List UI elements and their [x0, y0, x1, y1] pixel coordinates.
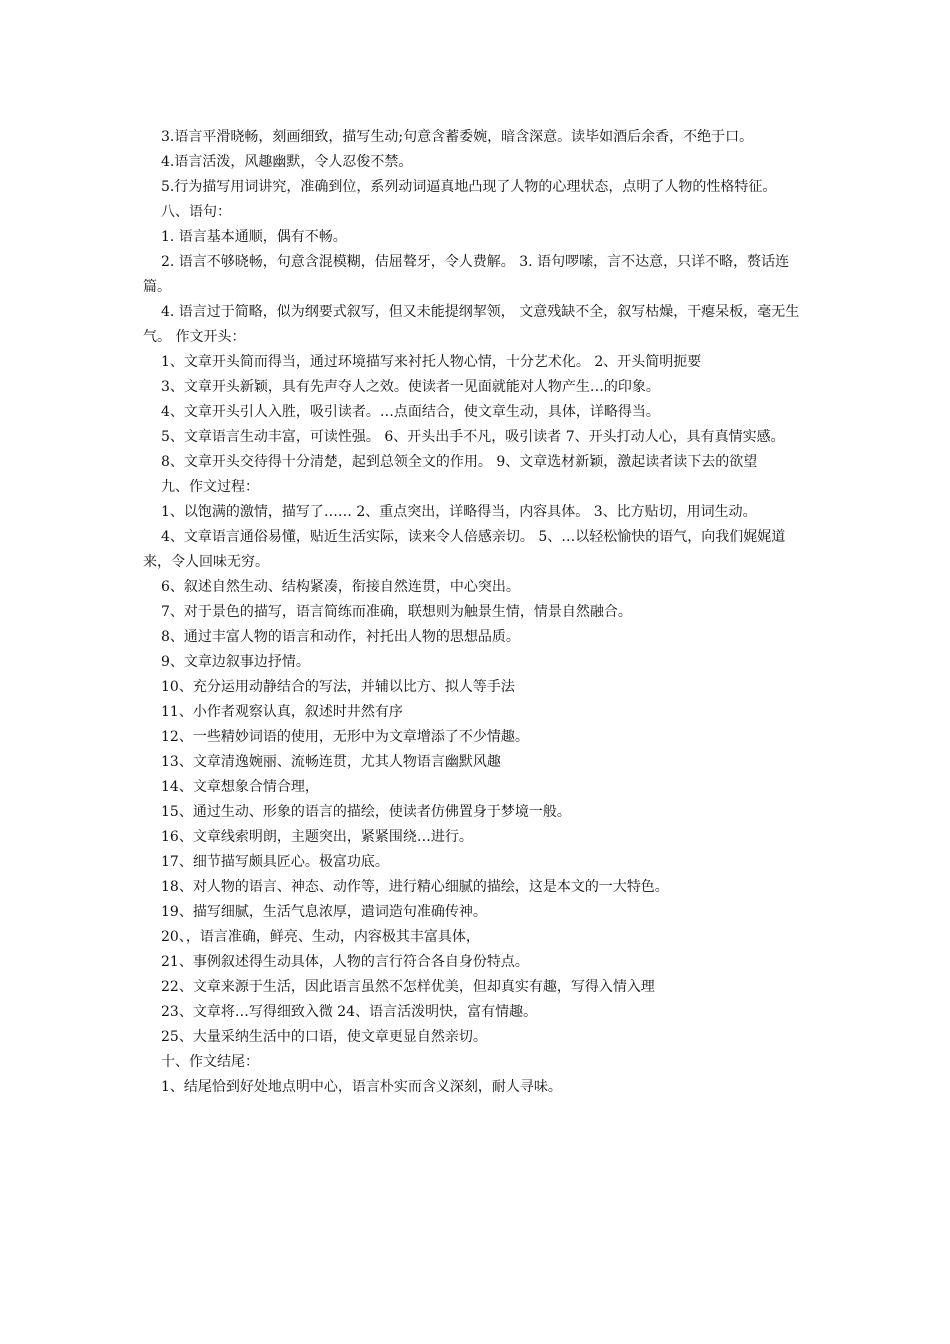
paragraph: 4.语言活泼，风趣幽默，令人忍俊不禁。 — [161, 154, 413, 170]
paragraph: 17、细节描写颇具匠心。极富功底。 — [161, 854, 389, 870]
paragraph: 1、结尾恰到好处地点明中心，语言朴实而含义深刻，耐人寻味。 — [161, 1079, 562, 1095]
paragraph: 1、以饱满的激情，描写了…… 2、重点突出，详略得当，内容具体。 3、比方贴切，用词生动。 — [161, 504, 757, 520]
paragraph: 19、描写细腻，生活气息浓厚，遣词造句准确传神。 — [161, 904, 487, 920]
paragraph: 21、事例叙述得生动具体，人物的言行符合各自身份特点。 — [161, 954, 529, 970]
paragraph: 5.行为描写用词讲究，准确到位，系列动词逼真地凸现了人物的心理状态，点明了人物的性格特征。 — [161, 179, 777, 195]
paragraph: 十、作文结尾： — [161, 1054, 259, 1070]
paragraph: 13、文章清逸婉丽、流畅连贯，尤其人物语言幽默风趣 — [161, 754, 501, 770]
paragraph: 16、文章线索明朗，主题突出，紧紧围绕…进行。 — [161, 829, 473, 845]
paragraph: 4、文章开头引人入胜，吸引读者。…点面结合，使文章生动，具体，详略得当。 — [161, 404, 660, 420]
paragraph: 14、文章想象合情合理， — [161, 779, 319, 795]
paragraph: 8、通过丰富人物的语言和动作，衬托出人物的思想品质。 — [161, 629, 520, 645]
paragraph: 7、对于景色的描写，语言简练而准确，联想则为触景生情，情景自然融合。 — [161, 604, 632, 620]
paragraph: 9、文章边叙事边抒情。 — [161, 654, 310, 670]
paragraph: 6、叙述自然生动、结构紧凑，衔接自然连贯，中心突出。 — [161, 579, 520, 595]
paragraph: 2. 语言不够晓畅，句意含混模糊，佶屈聱牙，令人费解。 3. 语句啰嗦，言不达意，只详不略，赘话连篇。 — [143, 254, 790, 295]
paragraph: 九、作文过程： — [161, 479, 259, 495]
paragraph: 4. 语言过于简略，似为纲要式叙写，但又未能提纲挈领， 文意残缺不全，叙写枯燥，干瘪呆板，毫无生气。 作文开头： — [143, 304, 800, 345]
document-body — [143, 125, 810, 1100]
paragraph: 1. 语言基本通顺，偶有不畅。 — [161, 229, 347, 245]
paragraph: 22、文章来源于生活，因此语言虽然不怎样优美，但却真实有趣，写得入情入理 — [161, 979, 655, 995]
paragraph: 12、一些精妙词语的使用，无形中为文章增添了不少情趣。 — [161, 729, 529, 745]
paragraph: 11、小作者观察认真，叙述时井然有序 — [161, 704, 403, 720]
paragraph: 10、充分运用动静结合的写法，并辅以比方、拟人等手法 — [161, 679, 515, 695]
paragraph: 23、文章将…写得细致入微 24、语言活泼明快，富有情趣。 — [161, 1004, 538, 1020]
paragraph: 4、文章语言通俗易懂，贴近生活实际，读来令人倍感亲切。 5、…以轻松愉快的语气，向我们娓娓道来，令人回味无穷。 — [143, 529, 786, 570]
paragraph: 3.语言平滑晓畅，刻画细致，描写生动;句意含蓄委婉，暗含深意。读毕如酒后余香，不绝于口。 — [161, 129, 754, 145]
paragraph: 八、语句： — [161, 204, 231, 220]
paragraph: 8、文章开头交待得十分清楚，起到总领全文的作用。 9、文章选材新颖，激起读者读下去的欲望 — [161, 454, 758, 470]
paragraph: 18、对人物的语言、神态、动作等，进行精心细腻的描绘，这是本文的一大特色。 — [161, 879, 669, 895]
paragraph: 20、，语言准确，鲜亮、生动，内容极其丰富具体， — [161, 929, 480, 945]
paragraph: 3、文章开头新颖，具有先声夺人之效。使读者一见面就能对人物产生…的印象。 — [161, 379, 660, 395]
paragraph: 15、通过生动、形象的语言的描绘，使读者仿佛置身于梦境一般。 — [161, 804, 571, 820]
paragraph: 1、文章开头简而得当，通过环境描写来衬托人物心情，十分艺术化。 2、开头简明扼要 — [161, 354, 702, 370]
paragraph: 5、文章语言生动丰富，可读性强。 6、开头出手不凡，吸引读者 7、开头打动人心，具有真情实感。 — [161, 429, 785, 445]
paragraph: 25、大量采纳生活中的口语，使文章更显自然亲切。 — [161, 1029, 487, 1045]
